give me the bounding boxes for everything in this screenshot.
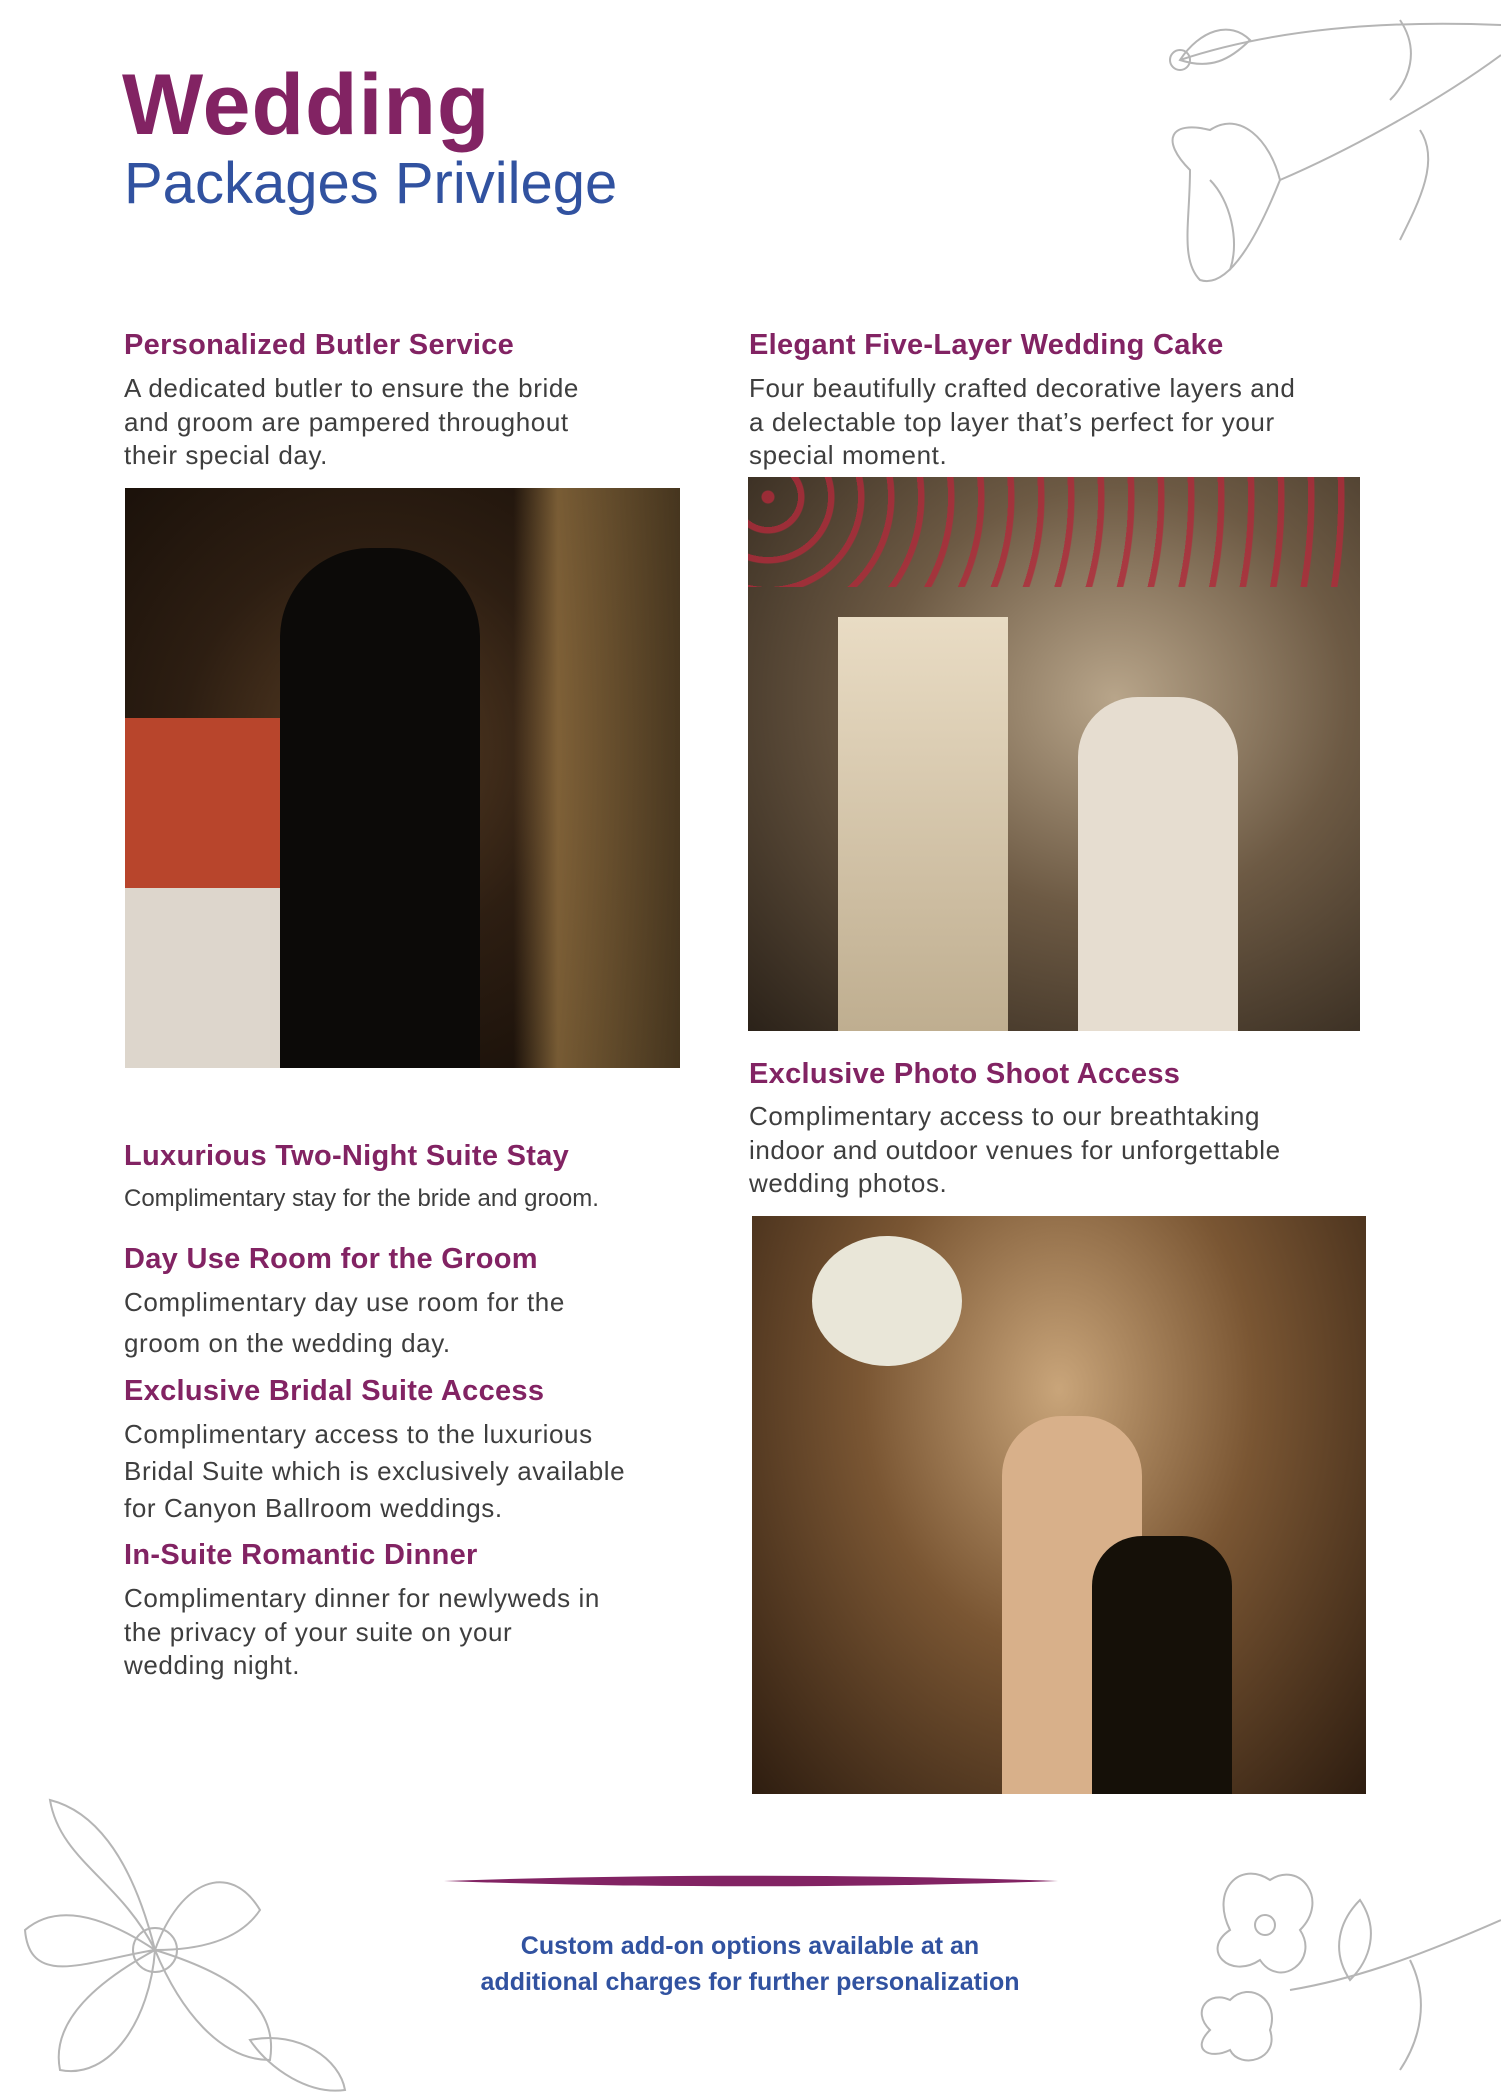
photo-shoot-photo	[752, 1216, 1366, 1794]
description-line: a delectable top layer that’s perfect for your	[749, 406, 1275, 437]
description-line: the privacy of your suite on your	[124, 1616, 513, 1647]
day-use-room-heading: Day Use Room for the Groom	[124, 1243, 538, 1275]
butler-service-photo	[125, 488, 680, 1068]
description-line: Complimentary access to the luxurious	[124, 1419, 593, 1449]
description-line: wedding photos.	[749, 1168, 948, 1198]
description-line: groom on the wedding day.	[124, 1328, 451, 1358]
wedding-cake-heading: Elegant Five-Layer Wedding Cake	[749, 329, 1224, 361]
description-line: and groom are pampered throughout	[124, 406, 569, 437]
floral-line-art-bottom-left	[0, 1760, 360, 2100]
photo-shoot-heading: Exclusive Photo Shoot Access	[749, 1058, 1181, 1090]
butler-service-heading: Personalized Butler Service	[124, 329, 515, 361]
addon-note-line: additional charges for further personalization	[480, 1968, 1020, 1996]
description-line: for Canyon Ballroom weddings.	[124, 1493, 503, 1523]
butler-service-description	[124, 372, 579, 473]
addon-note-line: Custom add-on options available at an	[520, 1932, 980, 1960]
bridal-suite-heading: Exclusive Bridal Suite Access	[124, 1375, 545, 1407]
wedding-cake-description	[749, 372, 1295, 473]
description-line: special moment.	[749, 440, 948, 470]
wedding-cake-photo	[748, 477, 1360, 1031]
description-line: Complimentary access to our breathtaking	[749, 1101, 1261, 1131]
description-line: Complimentary dinner for newlyweds in	[124, 1583, 600, 1613]
day-use-room-description	[124, 1282, 565, 1364]
description-line: A dedicated butler to ensure the bride	[124, 373, 579, 403]
romantic-dinner-heading: In-Suite Romantic Dinner	[124, 1539, 478, 1571]
page-subtitle: Packages Privilege	[124, 151, 618, 216]
photo-shoot-description	[749, 1100, 1281, 1201]
description-line: Complimentary stay for the bride and groom.	[124, 1185, 599, 1212]
floral-line-art-bottom-right	[1150, 1840, 1501, 2100]
description-line: Four beautifully crafted decorative layers and	[749, 373, 1296, 403]
decorative-swoosh-divider	[444, 1872, 1058, 1890]
description-line: Complimentary day use room for the	[124, 1287, 565, 1317]
description-line: their special day.	[124, 440, 328, 470]
description-line: wedding night.	[124, 1650, 301, 1680]
addon-note	[380, 1928, 1120, 2000]
suite-stay-heading: Luxurious Two-Night Suite Stay	[124, 1140, 570, 1172]
description-line: indoor and outdoor venues for unforgettable	[749, 1134, 1281, 1165]
bridal-suite-description	[124, 1416, 625, 1527]
romantic-dinner-description	[124, 1582, 600, 1683]
floral-line-art-top-right	[1120, 0, 1501, 300]
page-title: Wedding	[122, 57, 491, 153]
suite-stay-description	[124, 1182, 599, 1216]
description-line: Bridal Suite which is exclusively available	[124, 1456, 626, 1486]
